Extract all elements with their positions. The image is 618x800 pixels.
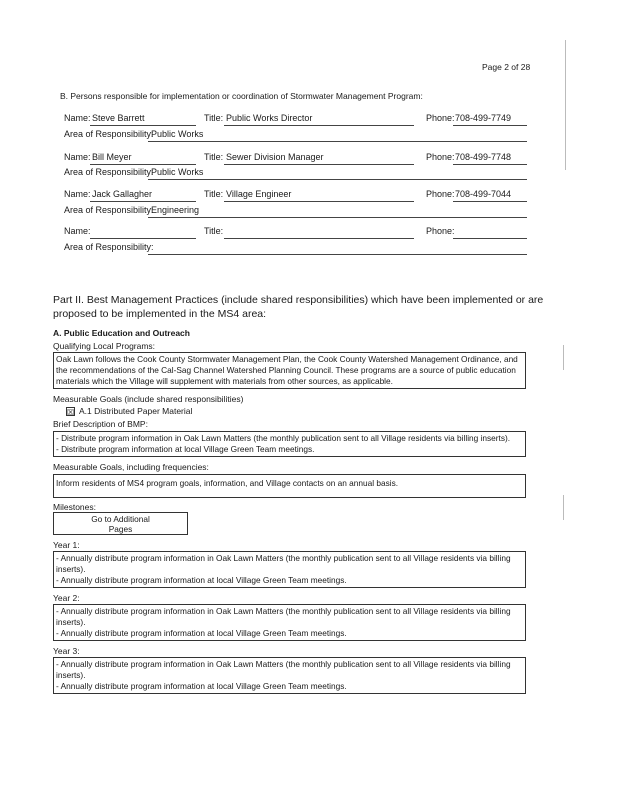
checkbox-label: A.1 Distributed Paper Material	[79, 406, 193, 416]
area-label: Area of Responsibility:	[64, 242, 154, 252]
section-b-heading: B. Persons responsible for implementation or coordination of Stormwater Management Program:	[60, 91, 423, 101]
text-line: materials which the Village will supplement with materials from other sources, as applicable.	[56, 376, 393, 386]
frequencies-field[interactable]	[53, 474, 526, 498]
year-2-field[interactable]	[53, 604, 526, 641]
year-2-label: Year 2:	[53, 593, 80, 603]
button-label-line: Go to Additional	[91, 514, 150, 524]
title-value[interactable]: Village Engineer	[226, 189, 292, 199]
phone-label: Phone:	[426, 152, 455, 162]
name-value[interactable]: Jack Gallagher	[92, 189, 153, 199]
area-value[interactable]: Public Works	[151, 167, 204, 177]
text-line: Oak Lawn follows the Cook County Stormwater Management Plan, the Cook County Watershed Management Ordinance, and	[56, 354, 518, 364]
area-label: Area of Responsibility:	[64, 129, 154, 139]
qualifying-programs-field[interactable]	[53, 352, 526, 389]
margin-line	[563, 495, 564, 520]
text-line: - Annually distribute program information at local Village Green Team meetings.	[56, 575, 347, 585]
frequencies-label: Measurable Goals, including frequencies:	[53, 462, 209, 472]
go-to-additional-pages-button[interactable]	[53, 512, 188, 535]
name-label: Name:	[64, 152, 91, 162]
phone-label: Phone:	[426, 226, 455, 236]
area-value[interactable]: Public Works	[151, 129, 204, 139]
phone-label: Phone:	[426, 113, 455, 123]
text-line: - Annually distribute program information in Oak Lawn Matters (the monthly publication sent to all Village residents via billing	[56, 553, 511, 563]
title-value[interactable]: Public Works Director	[226, 113, 313, 123]
title-label: Title:	[204, 189, 224, 199]
title-label: Title:	[204, 152, 224, 162]
area-label: Area of Responsibility:	[64, 167, 154, 177]
button-label-line: Pages	[108, 524, 133, 534]
year-1-field[interactable]	[53, 551, 526, 588]
phone-label: Phone:	[426, 189, 455, 199]
phone-value[interactable]: 708-499-7044	[455, 189, 512, 199]
year-3-field[interactable]	[53, 657, 526, 694]
name-label: Name:	[64, 113, 91, 123]
text-line: - Annually distribute program information at local Village Green Team meetings.	[56, 628, 347, 638]
checkbox-checked-icon[interactable]: ☒	[67, 408, 75, 418]
phone-value[interactable]: 708-499-7749	[455, 113, 512, 123]
brief-description-field[interactable]	[53, 431, 526, 457]
title-label: Title:	[204, 113, 224, 123]
brief-description-label: Brief Description of BMP:	[53, 419, 148, 429]
year-1-label: Year 1:	[53, 540, 80, 550]
margin-line	[563, 345, 564, 370]
title-value[interactable]: Sewer Division Manager	[226, 152, 324, 162]
text-line: - Annually distribute program information at local Village Green Team meetings.	[56, 681, 347, 691]
text-line: Inform residents of MS4 program goals, information, and Village contacts on an annual basis.	[56, 478, 399, 488]
text-line: the recommendations of the Cal-Sag Channel Watershed Planning Council. These programs are a source of public education	[56, 365, 516, 375]
part-ii-heading-line: proposed to be implemented in the MS4 area:	[53, 308, 267, 320]
name-label: Name:	[64, 226, 91, 236]
text-line: - Distribute program information at local Village Green Team meetings.	[56, 444, 315, 454]
year-3-label: Year 3:	[53, 646, 80, 656]
measurable-goals-label: Measurable Goals (include shared responsibilities)	[53, 394, 244, 404]
part-ii-heading-line: Part II. Best Management Practices (include shared responsibilities) which have been implemented or are	[53, 294, 544, 306]
milestones-label: Milestones:	[53, 502, 96, 512]
text-line: - Annually distribute program information in Oak Lawn Matters (the monthly publication sent to all Village residents via billing	[56, 606, 511, 616]
text-line: - Annually distribute program information in Oak Lawn Matters (the monthly publication sent to all Village residents via billing	[56, 659, 511, 669]
bmp-checkbox-row[interactable]	[66, 406, 192, 416]
area-label: Area of Responsibility:	[64, 205, 154, 215]
part-ii-heading	[53, 293, 543, 321]
section-a-heading: A. Public Education and Outreach	[53, 328, 190, 338]
name-value[interactable]: Steve Barrett	[92, 113, 145, 123]
name-label: Name:	[64, 189, 91, 199]
area-value[interactable]: Engineering	[151, 205, 200, 215]
title-label: Title:	[204, 226, 224, 236]
text-line: inserts).	[56, 617, 86, 627]
text-line: - Distribute program information in Oak Lawn Matters (the monthly publication sent to all Village residents via billing inserts).	[56, 433, 511, 443]
name-value[interactable]: Bill Meyer	[92, 152, 132, 162]
qualifying-programs-label: Qualifying Local Programs:	[53, 341, 156, 351]
text-line: inserts).	[56, 670, 86, 680]
page-number: Page 2 of 28	[482, 62, 531, 72]
phone-value[interactable]: 708-499-7748	[455, 152, 512, 162]
margin-line	[565, 40, 566, 170]
text-line: inserts).	[56, 564, 86, 574]
